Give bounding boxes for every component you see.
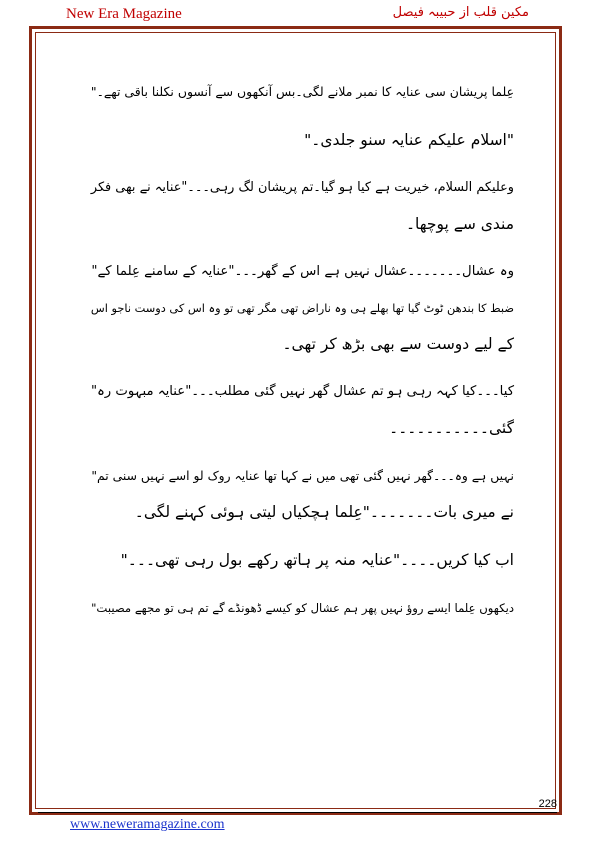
text-line: "اسلام علیکم عنایہ سنو جلدی۔" [304, 131, 514, 149]
text-line: عِلما پریشان سی عنایہ کا نمبر ملانے لگی۔بس آنکھوں سے آنسوں نکلنا باقی تھے۔" [90, 84, 514, 99]
text-line: مندی سے پوچھا۔ [405, 215, 514, 233]
magazine-name: New Era Magazine [66, 6, 182, 22]
text-line: نے میری بات۔۔۔۔۔۔۔"عِلما ہچکیاں لیتی ہوئی کہنے لگی۔ [134, 503, 514, 521]
footer-divider [38, 812, 557, 813]
text-line: دیکھوں عِلما ایسے روؤ نہیں پھر ہم عشال کو کیسے ڈھونڈے گے تم ہی تو مجھے مصیبت" [91, 601, 514, 615]
novel-title: مکین قلب از حبیبہ فیصل [392, 5, 529, 20]
text-line: کیا۔۔۔کیا کہہ رہی ہو تم عشال گھر نہیں گئی مطلب۔۔۔"عنایہ مبہوت رہ" [90, 384, 514, 399]
text-line: اب کیا کریں۔۔۔۔"عنایہ منہ پر ہاتھ رکھے بول رہی تھی۔۔۔" [120, 551, 514, 569]
text-line: گئی۔۔۔۔۔۔۔۔۔۔۔ [389, 419, 514, 437]
paragraph [82, 74, 514, 110]
paragraph [82, 590, 514, 626]
text-line: کے لیے دوست سے بھی بڑھ کر تھی۔ [282, 335, 514, 353]
text-line: وہ عشال۔۔۔۔۔۔۔عشال نہیں ہے اس کے گھر۔۔۔"عنایہ کے سامنے عِلما کے" [91, 264, 514, 279]
paragraph [82, 542, 514, 578]
paragraph [82, 458, 514, 530]
paragraph [82, 374, 514, 446]
paragraph [82, 170, 514, 242]
text-line: وعلیکم السلام، خیریت ہے کیا ہو گیا۔تم پریشان لگ رہی۔۔۔"عنایہ نے بھی فکر [90, 180, 514, 195]
story-text [82, 74, 514, 638]
text-line: نہیں ہے وہ۔۔۔گھر نہیں گئی تھی میں نے کہا تھا عنایہ روک لو اسے نہیں سنی تم" [91, 469, 514, 483]
website-link[interactable]: www.neweramagazine.com [70, 817, 225, 832]
page-number: 228 [538, 798, 557, 810]
text-line: ضبط کا بندھن ٹوٹ گیا تھا بھلے ہی وہ ناراض تھی مگر تھی تو وہ اس کی دوست ناجو اس [90, 301, 514, 315]
paragraph [82, 254, 514, 362]
paragraph [82, 122, 514, 158]
